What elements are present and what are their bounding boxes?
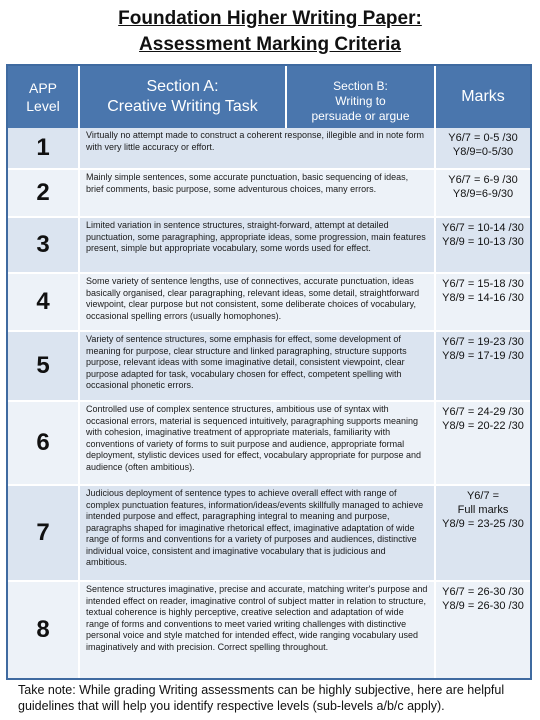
header-section-b-line-2: Writing to — [335, 93, 386, 108]
header-section-b — [287, 66, 436, 128]
level-marks — [436, 274, 530, 330]
header-section-a — [80, 66, 287, 128]
table-row — [8, 218, 530, 274]
header-section-b-line-3: persuade or argue — [311, 108, 410, 123]
marks-line-2: Full marks — [457, 504, 509, 516]
level-number: 3 — [8, 218, 80, 272]
marks-line-1: Y6/7 = 10-14 /30 — [442, 222, 524, 234]
table-row — [8, 582, 530, 678]
header-marks: Marks — [461, 88, 505, 105]
header-section-b-line-1: Section B: — [333, 78, 388, 93]
take-note-text: Take note: While grading Writing assessments can be highly subjective, here are helpful guidelines that will help you identify respective levels (sub-levels a/b/c apply). — [18, 683, 505, 713]
level-marks — [436, 486, 530, 580]
title-line-2: Assessment Marking Criteria — [139, 34, 401, 55]
page-title — [0, 6, 540, 58]
header-section-a-line-2: Creative Writing Task — [107, 98, 258, 115]
marks-line-2: Y8/9 = 26-30 /30 — [442, 600, 524, 612]
level-number: 4 — [8, 274, 80, 330]
marks-line-1: Y6/7 = 6-9 /30 — [448, 174, 518, 186]
marks-line-1: Y6/7 = 26-30 /30 — [442, 586, 524, 598]
marks-line-1: Y6/7 = 0-5 /30 — [448, 132, 518, 144]
level-description: Some variety of sentence lengths, use of connectives, accurate punctuation, ideas basically organised, clear paragraphing, relevant ideas, some detail, straightforward viewpoint, clear purpose but not consistent, some deliberate choices of vocabulary, occasional spelling errors (usually homophones). — [80, 274, 436, 330]
marks-line-2: Y8/9 = 14-16 /30 — [442, 292, 524, 304]
table-row — [8, 170, 530, 218]
level-marks — [436, 128, 530, 168]
level-marks — [436, 170, 530, 216]
table-row — [8, 402, 530, 486]
level-description: Mainly simple sentences, some accurate punctuation, basic sequencing of ideas, brief comments, basic purpose, some adventurous choices, many errors. — [80, 170, 436, 216]
table-row — [8, 128, 530, 170]
level-description: Limited variation in sentence structures, straight-forward, attempt at detailed punctuation, some paragraphing, appropriate ideas, some progression, main features present, simple but appropriate vocabulary, some words used for effect. — [80, 218, 436, 272]
table-header — [8, 66, 530, 128]
level-marks — [436, 582, 530, 678]
level-description: Variety of sentence structures, some emphasis for effect, some development of meaning for purpose, clear structure and linked paragraphing, structure supports purpose, relevant ideas with some imaginative detail, consistent viewpoint, clear purpose adapted for task, vocabulary chosen for effect, competent spelling with occasional phonetic errors. — [80, 332, 436, 400]
level-marks — [436, 402, 530, 484]
marks-line-2: Y8/9 = 10-13 /30 — [442, 236, 524, 248]
table-row — [8, 274, 530, 332]
marks-line-2: Y8/9 = 20-22 /30 — [442, 420, 524, 432]
header-app-level — [8, 66, 80, 128]
criteria-rows — [8, 128, 530, 678]
marks-line-2: Y8/9=0-5/30 — [452, 146, 514, 158]
level-marks — [436, 218, 530, 272]
level-number: 6 — [8, 402, 80, 484]
marks-line-2: Y8/9 = 17-19 /30 — [442, 350, 524, 362]
level-number: 7 — [8, 486, 80, 580]
table-row — [8, 332, 530, 402]
marks-line-3: Y8/9 = 23-25 /30 — [442, 518, 524, 530]
level-number: 5 — [8, 332, 80, 400]
level-number: 1 — [8, 128, 80, 168]
level-number: 2 — [8, 170, 80, 216]
table-row — [8, 486, 530, 582]
level-number: 8 — [8, 582, 80, 678]
level-description: Controlled use of complex sentence structures, ambitious use of syntax with occasional errors, material is sequenced intuitively, paragraphing supports meaning with cohesion, imaginative treatment of appropriate materials, familiarity with conventions of variety of forms to suit purpose and audience, appropriate formal deployment, stylistic devices used for effect, vocabulary appropriate for purpose and audience (often ambitious). — [80, 402, 436, 484]
header-section-a-line-1: Section A: — [146, 78, 219, 95]
level-description: Virtually no attempt made to construct a coherent response, illegible and in note form with very little accuracy or effort. — [80, 128, 436, 168]
marks-line-1: Y6/7 = 19-23 /30 — [442, 336, 524, 348]
level-description: Sentence structures imaginative, precise and accurate, matching writer's purpose and intended effect on reader, imaginative control of subject matter in relation to structure, textual coherence is highly perceptive, creative selection and adaptation of wide range of forms and conventions to meet varied writing challenges with distinctive personal voice and style matched for intended effect, wide ranging vocabulary used imaginatively and with precision. Correct spelling throughout. — [80, 582, 436, 678]
header-app-line-1: APP — [28, 80, 57, 96]
level-description: Judicious deployment of sentence types to achieve overall effect with range of complex punctuation features, information/ideas/events skillfully managed to achieve intended purpose and effect, paragraphing integral to meaning and purpose, paragraphs shaped for imaginative rhetorical effect, imaginative adaptation of wide range of forms and conventions for a variety of purposes and audiences, distinctive individual voice, consistent and imaginative vocabulary that is judicious and ambitious. — [80, 486, 436, 580]
level-marks — [436, 332, 530, 400]
header-app-line-2: Level — [26, 98, 60, 114]
title-line-1: Foundation Higher Writing Paper: — [118, 8, 422, 29]
marks-line-1: Y6/7 = 24-29 /30 — [442, 406, 524, 418]
marks-line-2: Y8/9=6-9/30 — [452, 188, 514, 200]
marks-line-1: Y6/7 = — [466, 490, 500, 502]
marks-line-1: Y6/7 = 15-18 /30 — [442, 278, 524, 290]
